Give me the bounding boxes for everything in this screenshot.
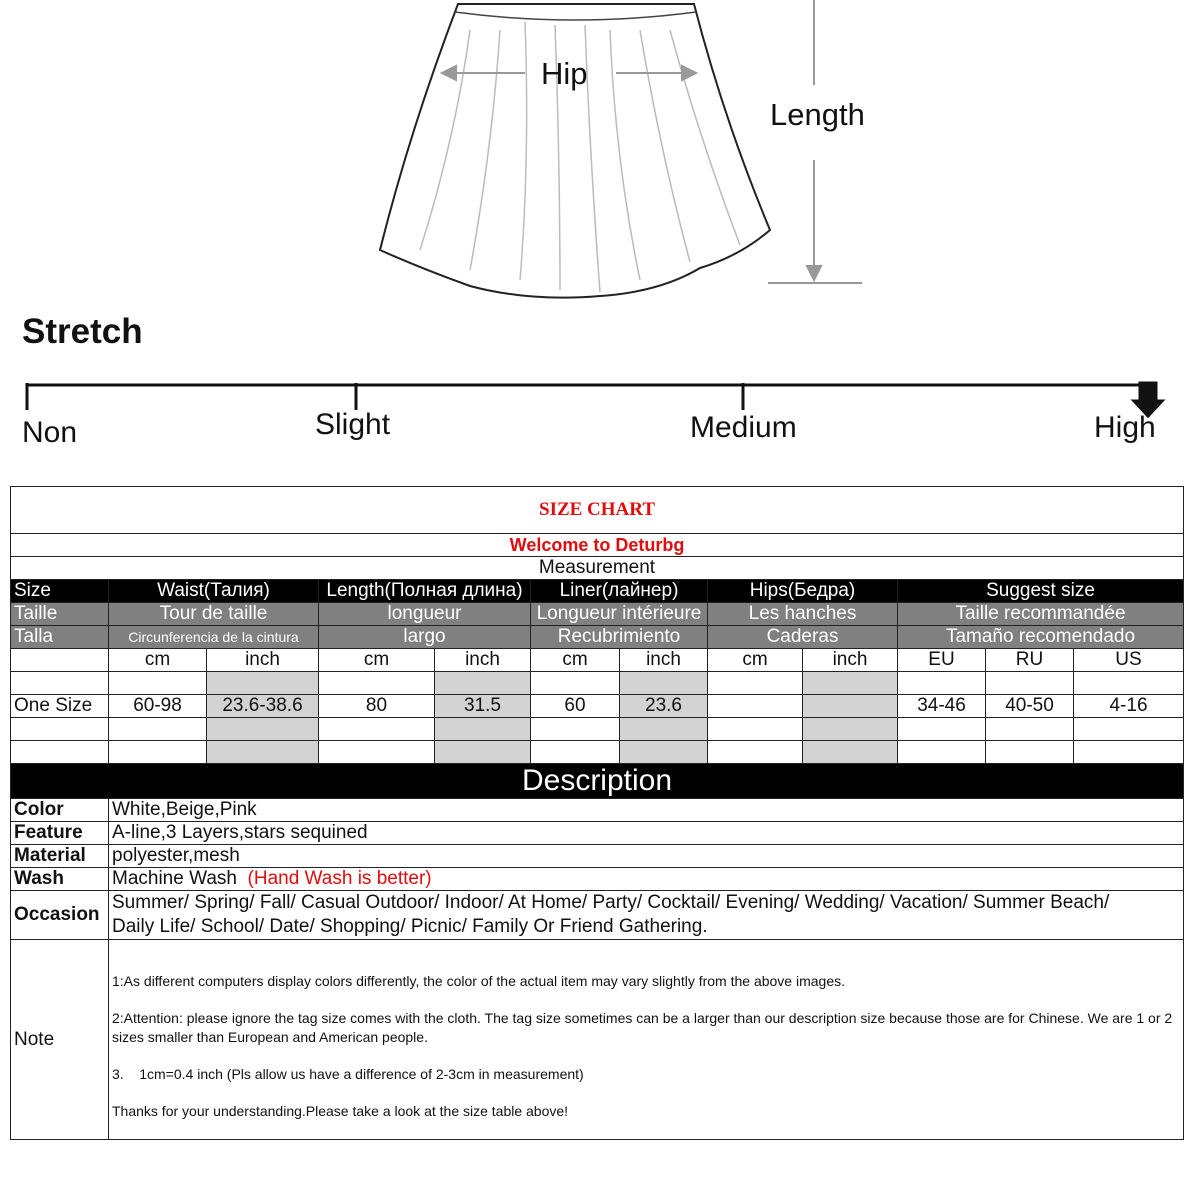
header-size: Size xyxy=(11,580,109,603)
stretch-level-non: Non xyxy=(22,416,78,449)
material-label: Material xyxy=(11,845,109,868)
description-title: Description xyxy=(11,764,1184,799)
unit-cell: US xyxy=(1074,649,1184,672)
header-fr-suggest: Taille recommandée xyxy=(898,603,1184,626)
header-row-en xyxy=(11,580,1184,603)
description-note-row xyxy=(11,940,1184,1140)
unit-cell: RU xyxy=(986,649,1074,672)
description-material-row xyxy=(11,845,1184,868)
length-cm: 80 xyxy=(319,695,435,718)
suggest-eu: 34-46 xyxy=(898,695,986,718)
description-color-row xyxy=(11,799,1184,822)
note-label: Note xyxy=(11,940,109,1140)
header-hips: Hips(Бедра) xyxy=(708,580,898,603)
length-arrow xyxy=(768,0,862,283)
description-occasion-row xyxy=(11,891,1184,940)
note-item: 2:Attention: please ignore the tag size comes with the cloth. The tag size sometimes can be a larger than our description size because those are for Chinese. We are 1 or 2 sizes smaller than European and American people. xyxy=(112,1010,1173,1045)
wash-value: Machine Wash xyxy=(112,868,237,889)
color-label: Color xyxy=(11,799,109,822)
unit-cell: inch xyxy=(620,649,708,672)
stretch-level-slight: Slight xyxy=(315,408,391,441)
hip-label: Hip xyxy=(541,56,588,91)
feature-label: Feature xyxy=(11,822,109,845)
color-value: White,Beige,Pink xyxy=(109,799,1184,822)
header-fr-hips: Les hanches xyxy=(708,603,898,626)
wash-cell xyxy=(109,868,1184,891)
unit-cell: inch xyxy=(435,649,531,672)
skirt-outline xyxy=(380,4,770,298)
header-liner: Liner(лайнер) xyxy=(531,580,708,603)
hips-inch xyxy=(803,695,898,718)
description-feature-row xyxy=(11,822,1184,845)
suggest-ru: 40-50 xyxy=(986,695,1074,718)
waist-cm: 60-98 xyxy=(109,695,207,718)
measurement-header: Measurement xyxy=(11,557,1184,580)
length-inch: 31.5 xyxy=(435,695,531,718)
waist-inch: 23.6-38.6 xyxy=(207,695,319,718)
header-fr-length: longueur xyxy=(319,603,531,626)
header-row-fr xyxy=(11,603,1184,626)
header-row-es xyxy=(11,626,1184,649)
wash-label: Wash xyxy=(11,868,109,891)
note-item: 3. 1cm=0.4 inch (Pls allow us have a difference of 2-3cm in measurement) xyxy=(112,1066,584,1082)
liner-inch: 23.6 xyxy=(620,695,708,718)
unit-cell: inch xyxy=(803,649,898,672)
header-es-hips: Caderas xyxy=(708,626,898,649)
notes-cell xyxy=(109,940,1184,1140)
header-fr-size: Taille xyxy=(11,603,109,626)
units-row xyxy=(11,649,1184,672)
wash-note: (Hand Wash is better) xyxy=(247,868,432,889)
header-waist: Waist(Талия) xyxy=(109,580,319,603)
unit-cell: cm xyxy=(319,649,435,672)
unit-cell: cm xyxy=(531,649,620,672)
unit-cell: cm xyxy=(708,649,803,672)
header-es-length: largo xyxy=(319,626,531,649)
stretch-level-medium: Medium xyxy=(690,411,797,444)
empty-row xyxy=(11,718,1184,741)
header-suggest: Suggest size xyxy=(898,580,1184,603)
length-label: Length xyxy=(770,97,865,132)
stretch-scale xyxy=(26,383,1162,416)
occasion-line: Summer/ Spring/ Fall/ Casual Outdoor/ Indoor/ At Home/ Party/ Cocktail/ Evening/ Wedding/ Vacation/ Summer Beach/ xyxy=(112,892,1110,913)
unit-cell: inch xyxy=(207,649,319,672)
header-length: Length(Полная длина) xyxy=(319,580,531,603)
size-chart-table xyxy=(10,486,1184,1140)
header-es-liner: Recubrimiento xyxy=(531,626,708,649)
size-name: One Size xyxy=(11,695,109,718)
liner-cm: 60 xyxy=(531,695,620,718)
header-es-suggest: Tamaño recomendado xyxy=(898,626,1184,649)
note-item: Thanks for your understanding.Please take a look at the size table above! xyxy=(112,1103,569,1119)
header-fr-waist: Tour de taille xyxy=(109,603,319,626)
unit-cell: EU xyxy=(898,649,986,672)
header-es-size: Talla xyxy=(11,626,109,649)
hips-cm xyxy=(708,695,803,718)
occasion-value xyxy=(109,891,1184,940)
note-item: 1:As different computers display colors differently, the color of the actual item may vary slightly from the above images. xyxy=(112,973,846,989)
suggest-us: 4-16 xyxy=(1074,695,1184,718)
header-fr-liner: Longueur intérieure xyxy=(531,603,708,626)
header-es-waist: Circunferencia de la cintura xyxy=(109,626,319,649)
occasion-line: Daily Life/ School/ Date/ Shopping/ Picnic/ Family Or Friend Gathering. xyxy=(112,916,708,937)
empty-row xyxy=(11,672,1184,695)
unit-cell: cm xyxy=(109,649,207,672)
table-row xyxy=(11,695,1184,718)
stretch-level-high: High xyxy=(1094,411,1156,444)
welcome-text: Welcome to Deturbg xyxy=(11,534,1184,557)
size-chart-title: SIZE CHART xyxy=(11,487,1184,534)
skirt-diagram xyxy=(0,0,1200,460)
feature-value: A-line,3 Layers,stars sequined xyxy=(109,822,1184,845)
stretch-title: Stretch xyxy=(22,312,143,351)
occasion-label: Occasion xyxy=(11,891,109,940)
empty-row xyxy=(11,741,1184,764)
material-value: polyester,mesh xyxy=(109,845,1184,868)
description-wash-row xyxy=(11,868,1184,891)
